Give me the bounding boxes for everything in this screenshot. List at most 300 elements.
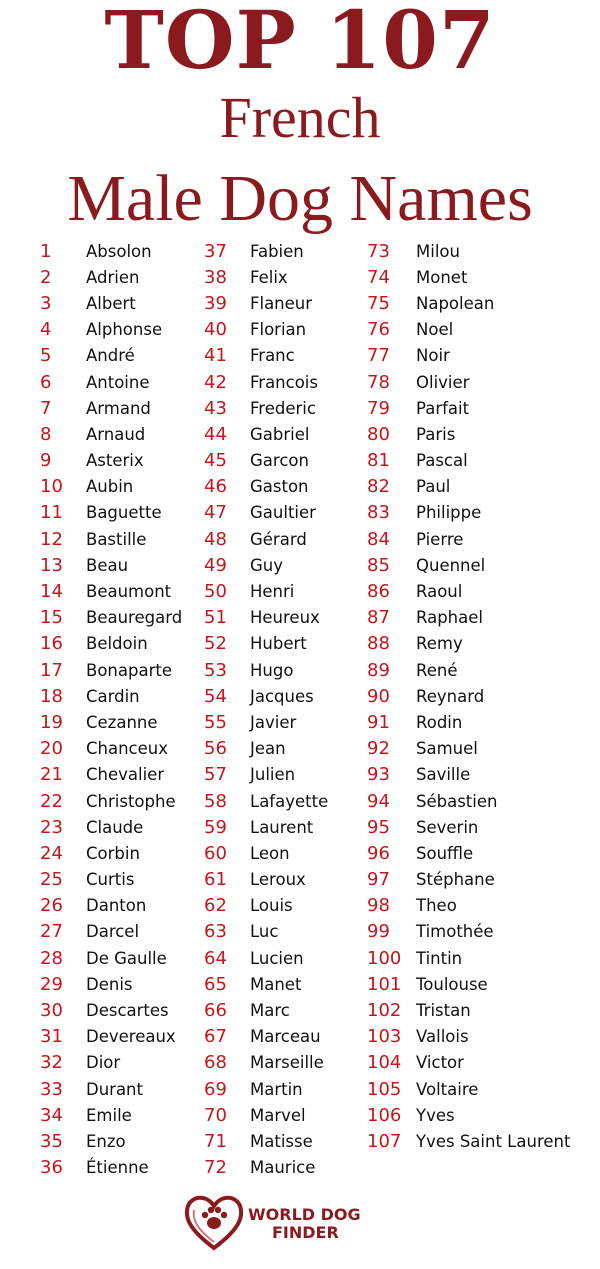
list-item (40, 997, 182, 1023)
list-item-name: Laurent (250, 817, 314, 837)
list-item-number: 15 (40, 607, 63, 629)
list-item (204, 762, 328, 788)
list-item-name: Severin (416, 817, 479, 837)
name-column-2 (204, 238, 328, 1181)
list-item-number: 94 (367, 790, 390, 812)
list-item-number: 24 (40, 842, 63, 864)
list-item (367, 945, 570, 971)
list-item-name: Cardin (86, 686, 140, 706)
list-item-name: Vallois (416, 1027, 469, 1047)
page-subtitle: French (219, 85, 381, 150)
list-item (40, 421, 182, 447)
list-item-name: Arnaud (86, 424, 146, 444)
list-item (367, 317, 570, 343)
list-item (367, 605, 570, 631)
list-item-name: Fabien (250, 241, 304, 261)
list-item-number: 100 (367, 947, 402, 969)
list-item-number: 52 (204, 633, 227, 655)
list-item-name: Henri (250, 582, 295, 602)
list-item-name: Olivier (416, 372, 470, 392)
list-item-name: Beaumont (86, 582, 172, 602)
list-item-number: 87 (367, 607, 390, 629)
list-item-name: Baguette (86, 503, 162, 523)
list-item-name: Timothée (416, 922, 494, 942)
list-item (40, 893, 182, 919)
list-item-number: 78 (367, 371, 390, 393)
list-item-number: 21 (40, 764, 63, 786)
list-item-name: Napolean (416, 293, 495, 313)
list-item (204, 395, 328, 421)
list-item-number: 62 (204, 895, 227, 917)
list-item-number: 106 (367, 1104, 402, 1126)
list-item-number: 23 (40, 816, 63, 838)
list-item-number: 54 (204, 685, 227, 707)
list-item-number: 93 (367, 764, 390, 786)
list-item (40, 1024, 182, 1050)
list-item (367, 474, 570, 500)
list-item (367, 578, 570, 604)
list-item (204, 290, 328, 316)
list-item-number: 6 (40, 371, 52, 393)
list-item-name: Curtis (86, 870, 135, 890)
list-item-number: 105 (367, 1078, 402, 1100)
list-item (204, 1128, 328, 1154)
list-item-name: Parfait (416, 398, 470, 418)
list-item (367, 657, 570, 683)
list-item-name: Gabriel (250, 424, 310, 444)
list-item (40, 683, 182, 709)
list-item-number: 34 (40, 1104, 63, 1126)
list-item-name: Yves Saint Laurent (416, 1131, 571, 1151)
list-item-name: Tristan (416, 1001, 471, 1021)
list-item (204, 500, 328, 526)
list-item-number: 26 (40, 895, 63, 917)
list-item-name: Manet (250, 974, 302, 994)
list-item (204, 317, 328, 343)
list-item-number: 12 (40, 528, 63, 550)
list-item-number: 80 (367, 423, 390, 445)
list-item-name: Cezanne (86, 712, 158, 732)
list-item-number: 29 (40, 973, 63, 995)
list-item-name: Marc (250, 1001, 290, 1021)
list-item (204, 814, 328, 840)
list-item (204, 631, 328, 657)
list-item-number: 38 (204, 266, 227, 288)
list-item (40, 238, 182, 264)
list-item-name: Theo (416, 896, 457, 916)
list-item (40, 788, 182, 814)
list-item (367, 997, 570, 1023)
list-item (40, 971, 182, 997)
list-item-name: Samuel (416, 739, 478, 759)
list-item (40, 840, 182, 866)
list-item-name: Pascal (416, 451, 468, 471)
list-item (40, 552, 182, 578)
list-item-name: Antoine (86, 372, 150, 392)
list-item-number: 82 (367, 476, 390, 498)
list-item-name: De Gaulle (86, 948, 167, 968)
list-item-number: 3 (40, 292, 52, 314)
list-item-number: 17 (40, 659, 63, 681)
list-item (204, 657, 328, 683)
list-item-number: 41 (204, 345, 227, 367)
list-item-number: 55 (204, 711, 227, 733)
list-item (40, 919, 182, 945)
list-item-number: 90 (367, 685, 390, 707)
list-item-name: Durant (86, 1079, 143, 1099)
list-item-number: 51 (204, 607, 227, 629)
list-item-name: Asterix (86, 451, 144, 471)
list-item (40, 1155, 182, 1181)
list-item-name: Souffle (416, 843, 474, 863)
list-item-number: 70 (204, 1104, 227, 1126)
list-item-number: 1 (40, 240, 52, 262)
list-item-name: Gaultier (250, 503, 316, 523)
list-item-name: Rodin (416, 712, 463, 732)
list-item-name: Quennel (416, 555, 486, 575)
list-item (40, 1076, 182, 1102)
list-item (40, 343, 182, 369)
list-item-number: 45 (204, 450, 227, 472)
list-item-number: 66 (204, 1000, 227, 1022)
list-item-number: 31 (40, 1026, 63, 1048)
list-item-number: 49 (204, 554, 227, 576)
list-item-name: Albert (86, 293, 136, 313)
list-item (204, 893, 328, 919)
list-item-name: Matisse (250, 1131, 313, 1151)
list-item-number: 102 (367, 1000, 402, 1022)
list-item-name: Darcel (86, 922, 140, 942)
list-item (367, 421, 570, 447)
list-item-number: 28 (40, 947, 63, 969)
list-item (40, 578, 182, 604)
list-item-name: Louis (250, 896, 293, 916)
list-item-name: Remy (416, 634, 463, 654)
list-item-name: Marceau (250, 1027, 321, 1047)
list-item-name: Jacques (250, 686, 314, 706)
list-item (367, 867, 570, 893)
list-item-name: Adrien (86, 267, 140, 287)
list-item (367, 1128, 570, 1154)
list-item-number: 43 (204, 397, 227, 419)
list-item-name: Beau (86, 555, 129, 575)
list-item-number: 19 (40, 711, 63, 733)
list-item-number: 104 (367, 1052, 402, 1074)
list-item-number: 7 (40, 397, 52, 419)
list-item-number: 77 (367, 345, 390, 367)
list-item-name: Victor (416, 1053, 464, 1073)
list-item-name: Gérard (250, 529, 307, 549)
list-item (40, 631, 182, 657)
list-item-name: Lucien (250, 948, 304, 968)
list-item-name: Milou (416, 241, 460, 261)
list-item-number: 65 (204, 973, 227, 995)
list-item (204, 997, 328, 1023)
list-item-number: 44 (204, 423, 227, 445)
list-item-number: 91 (367, 711, 390, 733)
list-item (40, 709, 182, 735)
list-item (40, 264, 182, 290)
list-item-name: Lafayette (250, 791, 329, 811)
list-item-name: Paul (416, 477, 451, 497)
list-item-number: 2 (40, 266, 52, 288)
list-item (367, 762, 570, 788)
list-item-number: 32 (40, 1052, 63, 1074)
list-item (204, 448, 328, 474)
list-item-number: 58 (204, 790, 227, 812)
page-title: TOP 107 (104, 0, 496, 87)
list-item (40, 762, 182, 788)
list-item (40, 1102, 182, 1128)
list-item (204, 788, 328, 814)
list-item (40, 369, 182, 395)
list-item-number: 64 (204, 947, 227, 969)
list-item-name: Emile (86, 1105, 132, 1125)
list-item-name: Hubert (250, 634, 307, 654)
page-subtitle-2: Male Dog Names (67, 162, 533, 235)
list-item (204, 709, 328, 735)
list-item-name: Noel (416, 320, 454, 340)
list-item (204, 971, 328, 997)
list-item (204, 474, 328, 500)
list-item (204, 369, 328, 395)
list-item-name: Reynard (416, 686, 485, 706)
list-item-name: Julien (250, 765, 296, 785)
list-item (367, 1102, 570, 1128)
list-item-name: Felix (250, 267, 288, 287)
list-item-number: 25 (40, 869, 63, 891)
list-item-name: Luc (250, 922, 279, 942)
list-item-number: 71 (204, 1130, 227, 1152)
list-item (367, 840, 570, 866)
list-item-name: Beldoin (86, 634, 148, 654)
list-item-number: 74 (367, 266, 390, 288)
list-item-name: Étienne (86, 1158, 149, 1178)
list-item-number: 4 (40, 319, 52, 341)
list-item-number: 33 (40, 1078, 63, 1100)
list-item-name: Raphael (416, 608, 483, 628)
list-item-number: 47 (204, 502, 227, 524)
list-item-name: Bonaparte (86, 660, 172, 680)
name-column-3 (367, 238, 570, 1155)
list-item-number: 8 (40, 423, 52, 445)
brand-name (248, 1206, 361, 1242)
list-item (367, 971, 570, 997)
list-item (367, 1076, 570, 1102)
list-item (204, 1050, 328, 1076)
list-item (204, 945, 328, 971)
list-item (204, 1024, 328, 1050)
list-item-name: Martin (250, 1079, 303, 1099)
list-item-number: 37 (204, 240, 227, 262)
list-item-name: Florian (250, 320, 307, 340)
list-item (40, 395, 182, 421)
list-item (367, 788, 570, 814)
list-item-name: Sébastien (416, 791, 498, 811)
list-item-name: Voltaire (416, 1079, 479, 1099)
list-item-number: 75 (367, 292, 390, 314)
list-item (367, 343, 570, 369)
list-item-number: 18 (40, 685, 63, 707)
list-item (367, 893, 570, 919)
list-item (367, 736, 570, 762)
list-item (204, 343, 328, 369)
list-item (367, 264, 570, 290)
list-item-name: Alphonse (86, 320, 163, 340)
list-item (40, 1128, 182, 1154)
list-item-name: Flaneur (250, 293, 313, 313)
list-item-number: 46 (204, 476, 227, 498)
list-item (40, 317, 182, 343)
list-item-number: 14 (40, 581, 63, 603)
list-item-name: Devereaux (86, 1027, 176, 1047)
list-item-name: Frederic (250, 398, 316, 418)
list-item-number: 20 (40, 738, 63, 760)
list-item (204, 1102, 328, 1128)
list-item-name: Jean (250, 739, 286, 759)
list-item (367, 500, 570, 526)
brand-line-2: FINDER (272, 1223, 339, 1242)
list-item-name: Heureux (250, 608, 320, 628)
list-item (367, 238, 570, 264)
list-item (204, 578, 328, 604)
list-item-name: Raoul (416, 582, 463, 602)
list-item-number: 81 (367, 450, 390, 472)
list-item (40, 867, 182, 893)
list-item-number: 85 (367, 554, 390, 576)
list-item-number: 107 (367, 1130, 402, 1152)
list-item-number: 35 (40, 1130, 63, 1152)
list-item-name: Claude (86, 817, 144, 837)
list-item-name: Christophe (86, 791, 176, 811)
list-item (204, 238, 328, 264)
list-item (204, 605, 328, 631)
list-item (40, 290, 182, 316)
list-item (40, 736, 182, 762)
list-item (40, 1050, 182, 1076)
list-item-number: 98 (367, 895, 390, 917)
list-item-name: Absolon (86, 241, 152, 261)
list-item-name: Aubin (86, 477, 134, 497)
list-item-name: Maurice (250, 1158, 316, 1178)
list-item-number: 40 (204, 319, 227, 341)
list-item-number: 99 (367, 921, 390, 943)
list-item (204, 552, 328, 578)
list-item-number: 67 (204, 1026, 227, 1048)
list-item (367, 919, 570, 945)
list-item-number: 59 (204, 816, 227, 838)
list-item (204, 1076, 328, 1102)
list-item-number: 61 (204, 869, 227, 891)
list-item-number: 86 (367, 581, 390, 603)
list-item-number: 79 (367, 397, 390, 419)
list-item-number: 39 (204, 292, 227, 314)
list-item-number: 73 (367, 240, 390, 262)
list-item (204, 264, 328, 290)
list-item-name: Chanceux (86, 739, 168, 759)
list-item-number: 10 (40, 476, 63, 498)
name-column-1 (40, 238, 182, 1181)
list-item-name: René (416, 660, 458, 680)
list-item-name: Leon (250, 843, 290, 863)
list-item (40, 945, 182, 971)
list-item (367, 1050, 570, 1076)
list-item-number: 68 (204, 1052, 227, 1074)
list-item-name: Garcon (250, 451, 309, 471)
list-item (367, 552, 570, 578)
list-item (367, 631, 570, 657)
list-item (367, 709, 570, 735)
list-item (367, 290, 570, 316)
list-item-number: 48 (204, 528, 227, 550)
list-item (367, 526, 570, 552)
list-item (40, 657, 182, 683)
list-item-name: Danton (86, 896, 147, 916)
list-item-name: Noir (416, 346, 450, 366)
list-item-name: Monet (416, 267, 468, 287)
list-item (40, 605, 182, 631)
list-item-number: 84 (367, 528, 390, 550)
list-item-number: 42 (204, 371, 227, 393)
list-item (367, 814, 570, 840)
list-item-number: 30 (40, 1000, 63, 1022)
list-item-number: 9 (40, 450, 52, 472)
brand-logo (182, 1190, 382, 1254)
list-item (204, 526, 328, 552)
heart-paw-icon (182, 1190, 246, 1254)
list-item-number: 69 (204, 1078, 227, 1100)
list-item-number: 13 (40, 554, 63, 576)
list-item-name: Leroux (250, 870, 306, 890)
list-item (367, 448, 570, 474)
list-item-name: Stéphane (416, 870, 495, 890)
list-item (367, 369, 570, 395)
list-item-name: Francois (250, 372, 318, 392)
list-item (204, 1155, 328, 1181)
list-item (204, 736, 328, 762)
list-item (204, 683, 328, 709)
list-item (40, 500, 182, 526)
brand-line-1: WORLD DOG (248, 1205, 361, 1224)
list-item-name: Tintin (416, 948, 463, 968)
list-item (40, 474, 182, 500)
list-item-number: 83 (367, 502, 390, 524)
list-item (367, 395, 570, 421)
list-item-name: Hugo (250, 660, 294, 680)
list-item-number: 50 (204, 581, 227, 603)
list-item-number: 5 (40, 345, 52, 367)
list-item-number: 27 (40, 921, 63, 943)
list-item-name: Philippe (416, 503, 482, 523)
list-item (204, 867, 328, 893)
list-item-name: Franc (250, 346, 295, 366)
list-item-number: 101 (367, 973, 402, 995)
list-item-name: Javier (250, 712, 297, 732)
list-item-name: Armand (86, 398, 151, 418)
list-item-number: 16 (40, 633, 63, 655)
list-item-number: 89 (367, 659, 390, 681)
list-item-name: Enzo (86, 1131, 126, 1151)
list-item-number: 56 (204, 738, 227, 760)
list-item-number: 92 (367, 738, 390, 760)
list-item-name: Denis (86, 974, 133, 994)
list-item-name: André (86, 346, 135, 366)
list-item (40, 526, 182, 552)
list-item-number: 11 (40, 502, 63, 524)
list-item-number: 53 (204, 659, 227, 681)
list-item-name: Descartes (86, 1001, 169, 1021)
list-item-name: Paris (416, 424, 456, 444)
